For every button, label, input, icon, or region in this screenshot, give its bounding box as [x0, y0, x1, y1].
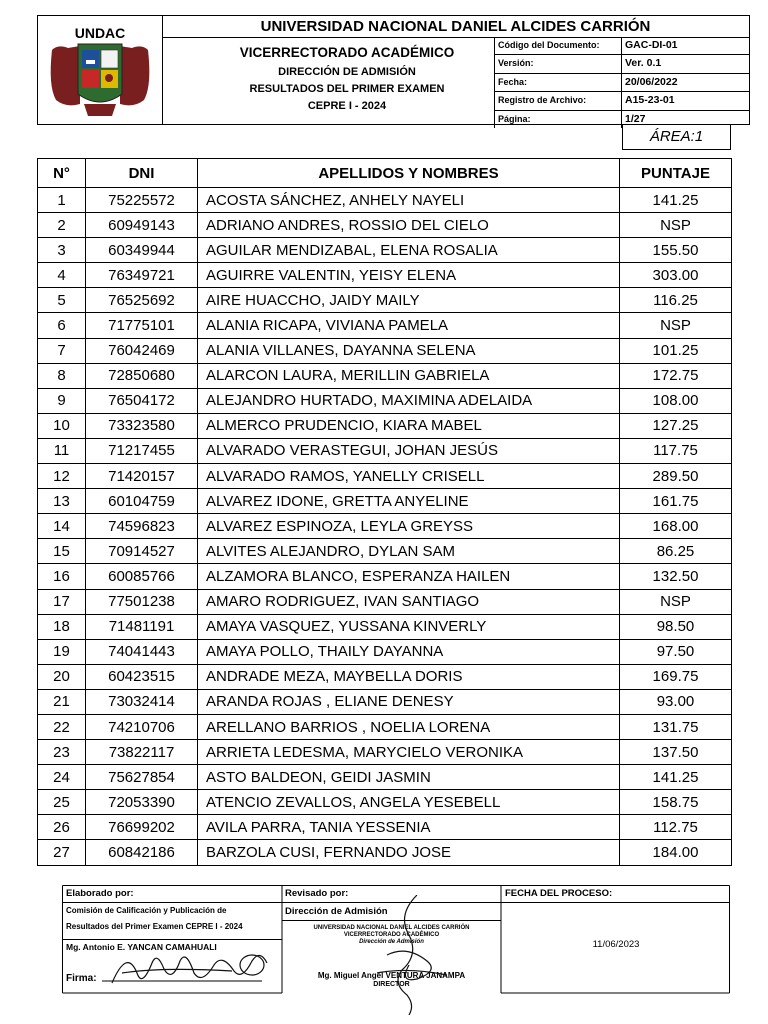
process-date-label: FECHA DEL PROCESO: — [505, 888, 613, 899]
info-row — [494, 91, 749, 109]
info-label: Registro de Archivo: — [494, 92, 621, 109]
table-row — [38, 539, 732, 564]
dni-cell: 74041443 — [86, 639, 198, 664]
info-value: GAC-DI-01 — [621, 37, 749, 54]
info-value: Ver. 0.1 — [621, 55, 749, 72]
dni-cell: 74596823 — [86, 514, 198, 539]
score-cell: 117.75 — [620, 438, 732, 463]
dni-cell: 71481191 — [86, 614, 198, 639]
table-row — [38, 263, 732, 288]
score-cell: 141.25 — [620, 765, 732, 790]
score-cell: 127.25 — [620, 413, 732, 438]
row-number: 20 — [38, 664, 86, 689]
table-row — [38, 413, 732, 438]
score-cell: NSP — [620, 213, 732, 238]
info-value: A15-23-01 — [621, 92, 749, 109]
row-number: 3 — [38, 238, 86, 263]
table-row — [38, 614, 732, 639]
dni-cell: 75225572 — [86, 188, 198, 213]
dni-cell: 77501238 — [86, 589, 198, 614]
table-row — [38, 464, 732, 489]
name-cell: ALVARADO RAMOS, YANELLY CRISELL — [198, 464, 620, 489]
name-cell: AGUIRRE VALENTIN, YEISY ELENA — [198, 263, 620, 288]
dni-cell: 74210706 — [86, 714, 198, 739]
logo-box — [38, 16, 163, 124]
name-cell: ASTO BALDEON, GEIDI JASMIN — [198, 765, 620, 790]
signature-ventura — [347, 895, 467, 1015]
dni-cell: 72053390 — [86, 790, 198, 815]
dni-cell: 60104759 — [86, 489, 198, 514]
name-cell: AMARO RODRIGUEZ, IVAN SANTIAGO — [198, 589, 620, 614]
dni-cell: 71420157 — [86, 464, 198, 489]
row-number: 18 — [38, 614, 86, 639]
name-cell: ALZAMORA BLANCO, ESPERANZA HAILEN — [198, 564, 620, 589]
name-cell: AIRE HUACCHO, JAIDY MAILY — [198, 288, 620, 313]
results-body — [38, 188, 732, 866]
document-info-table — [494, 37, 749, 128]
reviewed-by-label: Revisado por: — [285, 888, 349, 899]
info-label: Página: — [494, 111, 621, 128]
name-cell: AVILA PARRA, TANIA YESSENIA — [198, 815, 620, 840]
area-label: ÁREA:1 — [622, 125, 731, 150]
signature-label: Firma: — [66, 973, 97, 984]
table-row — [38, 188, 732, 213]
info-row — [494, 73, 749, 91]
table-row — [38, 363, 732, 388]
column-header-names: APELLIDOS Y NOMBRES — [198, 159, 620, 188]
name-cell: AGUILAR MENDIZABAL, ELENA ROSALIA — [198, 238, 620, 263]
table-row — [38, 840, 732, 865]
dni-cell: 72850680 — [86, 363, 198, 388]
table-row — [38, 589, 732, 614]
score-cell: 97.50 — [620, 639, 732, 664]
table-row — [38, 238, 732, 263]
info-row — [494, 37, 749, 54]
name-cell: ARANDA ROJAS , ELIANE DENESY — [198, 689, 620, 714]
prepared-by-label: Elaborado por: — [66, 888, 134, 899]
dni-cell: 60349944 — [86, 238, 198, 263]
name-cell: ARRIETA LEDESMA, MARYCIELO VERONIKA — [198, 740, 620, 765]
stamp-line: VICERRECTORADO ACADÉMICO — [343, 932, 440, 938]
row-number: 15 — [38, 539, 86, 564]
row-number: 10 — [38, 413, 86, 438]
table-row — [38, 213, 732, 238]
dni-cell: 73032414 — [86, 689, 198, 714]
dni-cell: 60423515 — [86, 664, 198, 689]
row-number: 9 — [38, 388, 86, 413]
university-title: UNIVERSIDAD NACIONAL DANIEL ALCIDES CARRIÓN — [162, 16, 749, 38]
score-cell: 98.50 — [620, 614, 732, 639]
score-cell: 184.00 — [620, 840, 732, 865]
table-row — [38, 815, 732, 840]
name-cell: ALANIA VILLANES, DAYANNA SELENA — [198, 338, 620, 363]
row-number: 11 — [38, 438, 86, 463]
reviewed-by-value: Dirección de Admisión — [285, 906, 388, 917]
dni-cell: 70914527 — [86, 539, 198, 564]
vice-rectorate: VICERRECTORADO ACADÉMICO — [239, 45, 455, 60]
prepared-by-name: Mg. Antonio E. YANCAN CAMAHUALI — [66, 942, 217, 952]
name-cell: ALMERCO PRUDENCIO, KIARA MABEL — [198, 413, 620, 438]
cepre-title: CEPRE I - 2024 — [307, 100, 387, 112]
name-cell: ALVITES ALEJANDRO, DYLAN SAM — [198, 539, 620, 564]
dni-cell: 60949143 — [86, 213, 198, 238]
row-number: 7 — [38, 338, 86, 363]
table-row — [38, 438, 732, 463]
dni-cell: 76042469 — [86, 338, 198, 363]
dni-cell: 71217455 — [86, 438, 198, 463]
dni-cell: 76525692 — [86, 288, 198, 313]
score-cell: 169.75 — [620, 664, 732, 689]
dni-cell: 75627854 — [86, 765, 198, 790]
score-cell: 132.50 — [620, 564, 732, 589]
column-header-number: N° — [38, 159, 86, 188]
table-row — [38, 564, 732, 589]
info-label: Código del Documento: — [494, 37, 621, 54]
score-cell: 158.75 — [620, 790, 732, 815]
table-row — [38, 765, 732, 790]
score-cell: 112.75 — [620, 815, 732, 840]
score-cell: 131.75 — [620, 714, 732, 739]
row-number: 19 — [38, 639, 86, 664]
score-cell: 141.25 — [620, 188, 732, 213]
score-cell: 161.75 — [620, 489, 732, 514]
name-cell: ARELLANO BARRIOS , NOELIA LORENA — [198, 714, 620, 739]
logo-text: UNDAC — [74, 25, 126, 41]
row-number: 1 — [38, 188, 86, 213]
name-cell: AMAYA VASQUEZ, YUSSANA KINVERLY — [198, 614, 620, 639]
dni-cell: 60085766 — [86, 564, 198, 589]
table-row — [38, 790, 732, 815]
signature-yancan — [102, 943, 272, 993]
info-label: Fecha: — [494, 74, 621, 91]
row-number: 22 — [38, 714, 86, 739]
score-cell: NSP — [620, 313, 732, 338]
name-cell: ALANIA RICAPA, VIVIANA PAMELA — [198, 313, 620, 338]
dni-cell: 76699202 — [86, 815, 198, 840]
dni-cell: 76349721 — [86, 263, 198, 288]
score-cell: NSP — [620, 589, 732, 614]
table-row — [38, 288, 732, 313]
table-header-row — [38, 159, 732, 188]
name-cell: BARZOLA CUSI, FERNANDO JOSE — [198, 840, 620, 865]
score-cell: 108.00 — [620, 388, 732, 413]
name-cell: ALEJANDRO HURTADO, MAXIMINA ADELAIDA — [198, 388, 620, 413]
name-cell: ALVAREZ ESPINOZA, LEYLA GREYSS — [198, 514, 620, 539]
info-row — [494, 54, 749, 72]
row-number: 17 — [38, 589, 86, 614]
dni-cell: 73323580 — [86, 413, 198, 438]
table-row — [38, 664, 732, 689]
table-row — [38, 689, 732, 714]
results-table — [37, 158, 732, 866]
dni-cell: 71775101 — [86, 313, 198, 338]
table-row — [38, 313, 732, 338]
document-footer — [62, 885, 730, 1015]
row-number: 25 — [38, 790, 86, 815]
prepared-by-line1: Comisión de Calificación y Publicación de — [66, 906, 227, 915]
document-header — [37, 15, 750, 125]
stamp-role: DIRECTOR — [373, 981, 410, 988]
stamp-line: UNIVERSIDAD NACIONAL DANIEL ALCIDES CARRIÓN — [313, 925, 470, 931]
dni-cell: 73822117 — [86, 740, 198, 765]
row-number: 2 — [38, 213, 86, 238]
name-cell: AMAYA POLLO, THAILY DAYANNA — [198, 639, 620, 664]
column-header-score: PUNTAJE — [620, 159, 732, 188]
table-row — [38, 639, 732, 664]
score-cell: 168.00 — [620, 514, 732, 539]
table-row — [38, 514, 732, 539]
row-number: 13 — [38, 489, 86, 514]
row-number: 4 — [38, 263, 86, 288]
score-cell: 86.25 — [620, 539, 732, 564]
stamp-line: Dirección de Admisión — [359, 939, 424, 945]
table-row — [38, 740, 732, 765]
info-value: 20/06/2022 — [621, 74, 749, 91]
info-label: Versión: — [494, 55, 621, 72]
table-row — [38, 338, 732, 363]
score-cell: 303.00 — [620, 263, 732, 288]
column-header-dni: DNI — [86, 159, 198, 188]
table-row — [38, 714, 732, 739]
score-cell: 172.75 — [620, 363, 732, 388]
row-number: 23 — [38, 740, 86, 765]
name-cell: ACOSTA SÁNCHEZ, ANHELY NAYELI — [198, 188, 620, 213]
row-number: 21 — [38, 689, 86, 714]
row-number: 27 — [38, 840, 86, 865]
dni-cell: 76504172 — [86, 388, 198, 413]
results-title: RESULTADOS DEL PRIMER EXAMEN — [249, 83, 445, 95]
table-row — [38, 388, 732, 413]
score-cell: 289.50 — [620, 464, 732, 489]
score-cell: 101.25 — [620, 338, 732, 363]
row-number: 26 — [38, 815, 86, 840]
row-number: 24 — [38, 765, 86, 790]
row-number: 6 — [38, 313, 86, 338]
name-cell: ALVAREZ IDONE, GRETTA ANYELINE — [198, 489, 620, 514]
undac-logo — [38, 16, 162, 124]
name-cell: ALVARADO VERASTEGUI, JOHAN JESÚS — [198, 438, 620, 463]
score-cell: 93.00 — [620, 689, 732, 714]
name-cell: ADRIANO ANDRES, ROSSIO DEL CIELO — [198, 213, 620, 238]
name-cell: ANDRADE MEZA, MAYBELLA DORIS — [198, 664, 620, 689]
direction-title: DIRECCIÓN DE ADMISIÓN — [278, 66, 416, 78]
score-cell: 116.25 — [620, 288, 732, 313]
row-number: 12 — [38, 464, 86, 489]
process-date: 11/06/2023 — [592, 939, 640, 950]
row-number: 8 — [38, 363, 86, 388]
row-number: 16 — [38, 564, 86, 589]
table-row — [38, 489, 732, 514]
row-number: 14 — [38, 514, 86, 539]
score-cell: 137.50 — [620, 740, 732, 765]
name-cell: ALARCON LAURA, MERILLIN GABRIELA — [198, 363, 620, 388]
row-number: 5 — [38, 288, 86, 313]
info-value: 1/27 — [621, 111, 749, 128]
prepared-by-line2: Resultados del Primer Examen CEPRE I - 2024 — [66, 922, 243, 931]
stamp-name: Mg. Miguel Angel VENTURA JANAMPA — [317, 971, 466, 980]
score-cell: 155.50 — [620, 238, 732, 263]
name-cell: ATENCIO ZEVALLOS, ANGELA YESEBELL — [198, 790, 620, 815]
dni-cell: 60842186 — [86, 840, 198, 865]
